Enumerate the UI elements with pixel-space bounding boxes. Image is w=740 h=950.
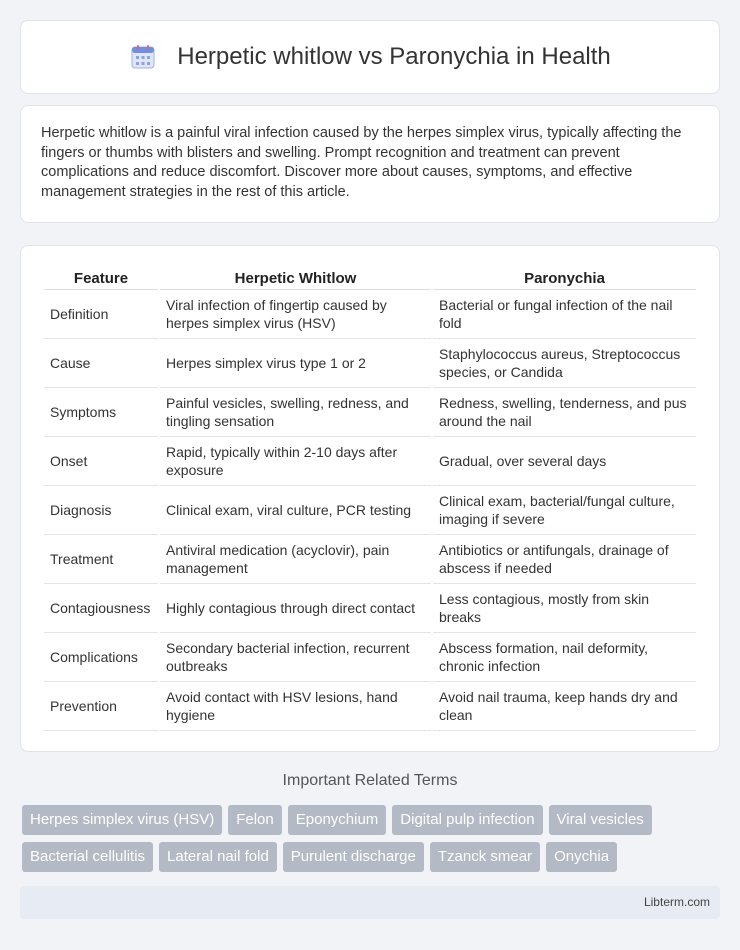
cell-herpetic-whitlow: Secondary bacterial infection, recurrent outbreaks (160, 633, 431, 682)
related-term-tag[interactable]: Onychia (546, 842, 617, 872)
intro-card (20, 105, 720, 223)
cell-paronychia: Bacterial or fungal infection of the nail fold (433, 290, 696, 339)
comparison-card (20, 245, 720, 752)
cell-paronychia: Avoid nail trauma, keep hands dry and clean (433, 682, 696, 731)
cell-feature: Cause (44, 339, 158, 388)
cell-herpetic-whitlow: Rapid, typically within 2-10 days after exposure (160, 437, 431, 486)
related-term-tag[interactable]: Digital pulp infection (392, 805, 542, 835)
table-row (44, 682, 696, 731)
footer (20, 886, 720, 919)
table-row (44, 486, 696, 535)
table-row (44, 388, 696, 437)
related-terms-title: Important Related Terms (282, 772, 458, 789)
cell-feature: Definition (44, 290, 158, 339)
intro-paragraph: Herpetic whitlow is a painful viral infection caused by the herpes simplex virus, typically affecting the fingers or thumbs with blisters and swelling. Prompt recognition and treatment can prevent complications and reduce discomfort. Discover more about causes, symptoms, and effective management strategies in the rest of this article. (41, 125, 682, 200)
cell-feature: Onset (44, 437, 158, 486)
cell-feature: Treatment (44, 535, 158, 584)
footer-site[interactable]: Libterm.com (643, 895, 710, 909)
calendar-icon (129, 43, 157, 71)
cell-paronychia: Less contagious, mostly from skin breaks (433, 584, 696, 633)
table-row (44, 290, 696, 339)
related-term-tag[interactable]: Herpes simplex virus (HSV) (22, 805, 222, 835)
table-row (44, 535, 696, 584)
cell-herpetic-whitlow: Avoid contact with HSV lesions, hand hygiene (160, 682, 431, 731)
header-paronychia: Paronychia (433, 266, 696, 290)
cell-paronychia: Redness, swelling, tenderness, and pus around the nail (433, 388, 696, 437)
cell-paronychia: Antibiotics or antifungals, drainage of abscess if needed (433, 535, 696, 584)
comparison-table (42, 266, 698, 731)
table-row (44, 437, 696, 486)
header-card (20, 20, 720, 94)
cell-paronychia: Gradual, over several days (433, 437, 696, 486)
page-title: Herpetic whitlow vs Paronychia in Health (177, 43, 611, 70)
cell-herpetic-whitlow: Antiviral medication (acyclovir), pain management (160, 535, 431, 584)
cell-feature: Diagnosis (44, 486, 158, 535)
related-term-tag[interactable]: Tzanck smear (430, 842, 540, 872)
cell-feature: Symptoms (44, 388, 158, 437)
related-term-tag[interactable]: Felon (228, 805, 282, 835)
related-terms-list (22, 805, 712, 872)
table-row (44, 339, 696, 388)
header-herpetic-whitlow: Herpetic Whitlow (160, 266, 431, 290)
table-header-row (44, 266, 696, 290)
cell-feature: Contagiousness (44, 584, 158, 633)
cell-feature: Complications (44, 633, 158, 682)
related-term-tag[interactable]: Viral vesicles (549, 805, 652, 835)
related-term-tag[interactable]: Eponychium (288, 805, 387, 835)
cell-paronychia: Staphylococcus aureus, Streptococcus species, or Candida (433, 339, 696, 388)
table-row (44, 633, 696, 682)
cell-paronychia: Clinical exam, bacterial/fungal culture, imaging if severe (433, 486, 696, 535)
related-term-tag[interactable]: Bacterial cellulitis (22, 842, 153, 872)
cell-paronychia: Abscess formation, nail deformity, chronic infection (433, 633, 696, 682)
cell-herpetic-whitlow: Clinical exam, viral culture, PCR testing (160, 486, 431, 535)
cell-herpetic-whitlow: Painful vesicles, swelling, redness, and tingling sensation (160, 388, 431, 437)
related-term-tag[interactable]: Lateral nail fold (159, 842, 277, 872)
related-term-tag[interactable]: Purulent discharge (283, 842, 424, 872)
table-row (44, 584, 696, 633)
cell-herpetic-whitlow: Herpes simplex virus type 1 or 2 (160, 339, 431, 388)
cell-herpetic-whitlow: Highly contagious through direct contact (160, 584, 431, 633)
cell-herpetic-whitlow: Viral infection of fingertip caused by herpes simplex virus (HSV) (160, 290, 431, 339)
cell-feature: Prevention (44, 682, 158, 731)
header-feature: Feature (44, 266, 158, 290)
